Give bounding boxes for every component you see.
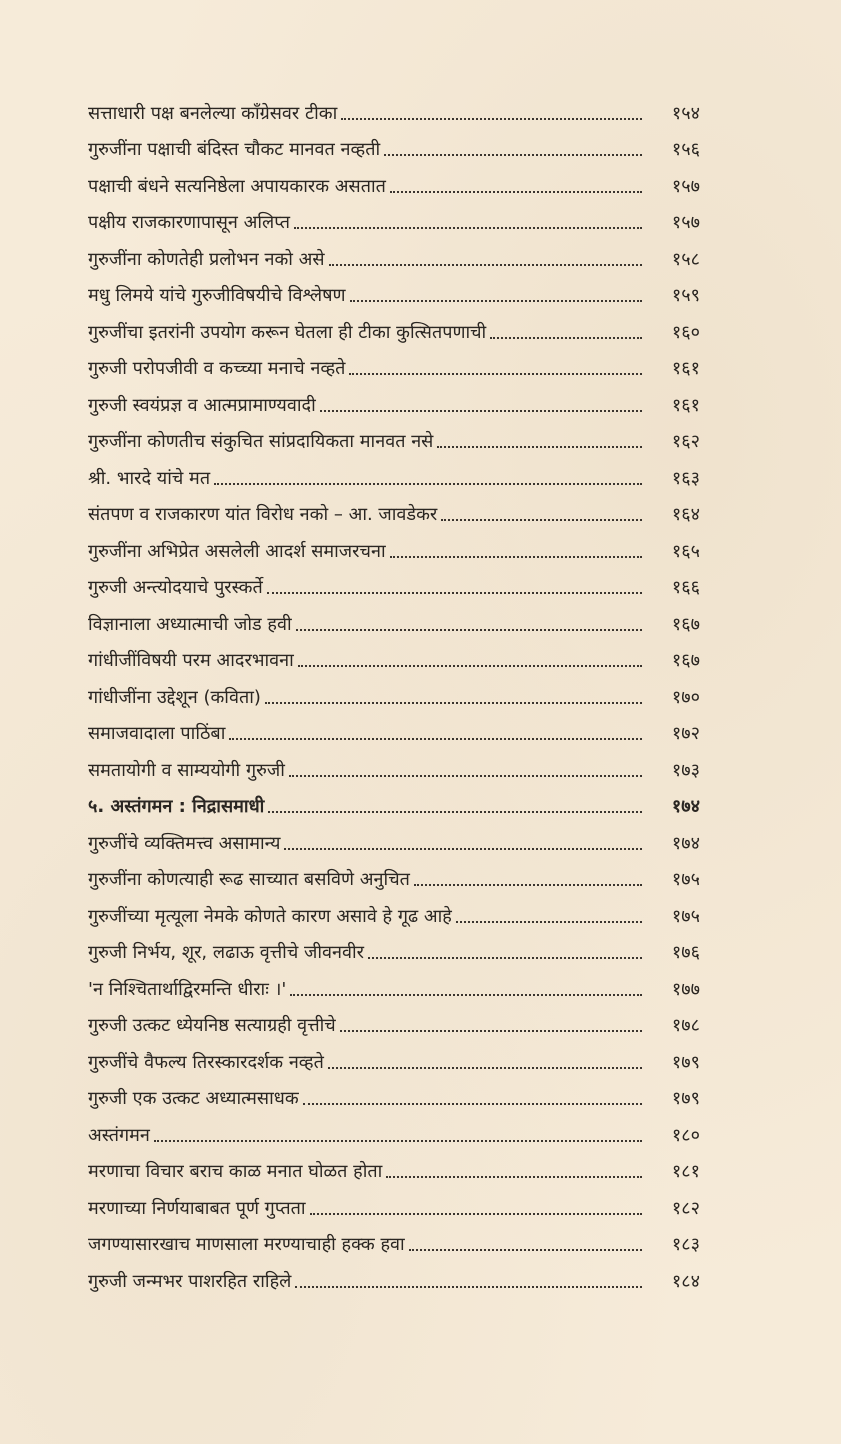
toc-entry-title: श्री. भारदे यांचे मत xyxy=(88,467,211,489)
toc-entry xyxy=(88,964,700,1001)
toc-entry xyxy=(88,745,700,782)
dot-leader xyxy=(310,1213,642,1215)
toc-entry-page-number: १५९ xyxy=(671,285,700,307)
toc-entry xyxy=(88,1220,700,1257)
toc-entry-page-number: १६४ xyxy=(671,504,700,526)
dot-leader xyxy=(390,556,642,558)
toc-entry-page-number: १६६ xyxy=(671,577,700,599)
toc-entry-page-number: १७७ xyxy=(671,978,700,1000)
toc-entry-page-number: १६७ xyxy=(671,650,700,672)
toc-entry xyxy=(88,672,700,709)
toc-entry-title: गांधीजींना उद्देशून (कविता) xyxy=(88,686,261,708)
toc-entry-page-number: १८१ xyxy=(671,1161,700,1183)
toc-entry xyxy=(88,125,700,162)
toc-entry xyxy=(88,599,700,636)
toc-entry xyxy=(88,380,700,417)
toc-entry-title: मरणाच्या निर्णयाबाबत पूर्ण गुप्तता xyxy=(88,1197,306,1219)
toc-entry-title: गुरुजींचे वैफल्य तिरस्कारदर्शक नव्हते xyxy=(88,1051,324,1073)
toc-entry-page-number: १६१ xyxy=(671,394,700,416)
toc-entry-title: गुरुजींच्या मृत्यूला नेमके कोणते कारण असावे हे गूढ आहे xyxy=(88,905,452,927)
toc-entry-title: गुरुजी निर्भय, शूर, लढाऊ वृत्तीचे जीवनवीर xyxy=(88,942,365,964)
toc-entry-title: गुरुजींना कोणत्याही रूढ साच्यात बसविणे अनुचित xyxy=(88,869,410,891)
toc-entry xyxy=(88,563,700,600)
dot-leader xyxy=(349,373,642,375)
toc-entry-title: अस्तंगमन xyxy=(88,1124,150,1146)
toc-entry-title: पक्षीय राजकारणापासून अलिप्त xyxy=(88,212,291,234)
dot-leader xyxy=(320,410,642,412)
toc-entry-page-number: १५८ xyxy=(671,248,700,270)
dot-leader xyxy=(350,300,642,302)
toc-entry xyxy=(88,891,700,928)
dot-leader xyxy=(340,1030,642,1032)
toc-entry-page-number: १६७ xyxy=(671,613,700,635)
dot-leader xyxy=(390,191,642,193)
toc-entry-page-number: १७६ xyxy=(671,942,700,964)
toc-section-heading xyxy=(88,782,700,819)
toc-entry-title: पक्षाची बंधने सत्यनिष्ठेला अपायकारक असतात xyxy=(88,175,386,197)
dot-leader xyxy=(437,446,642,448)
dot-leader xyxy=(295,1286,642,1288)
toc-entry-title: गुरुजी अन्त्योदयाचे पुरस्कर्ते xyxy=(88,577,263,599)
dot-leader xyxy=(267,592,642,594)
dot-leader xyxy=(214,483,642,485)
dot-leader xyxy=(303,1103,642,1105)
toc-entry-title: गुरुजी परोपजीवी व कच्च्या मनाचे नव्हते xyxy=(88,358,346,380)
dot-leader xyxy=(289,775,642,777)
toc-entry-page-number: १७४ xyxy=(671,796,700,818)
dot-leader xyxy=(341,118,642,120)
toc-entry-title: गुरुजींना पक्षाची बंदिस्त चौकट मानवत नव्हती xyxy=(88,139,381,161)
toc-entry xyxy=(88,1256,700,1293)
dot-leader xyxy=(414,884,642,886)
toc-entry-title: मधु लिमये यांचे गुरुजीविषयीचे विश्लेषण xyxy=(88,285,346,307)
toc-entry-page-number: १७५ xyxy=(671,869,700,891)
toc-entry-title: गांधीजींविषयी परम आदरभावना xyxy=(88,650,294,672)
toc-entry-page-number: १७९ xyxy=(671,1051,700,1073)
dot-leader xyxy=(290,994,642,996)
toc-entry-title: समाजवादाला पाठिंबा xyxy=(88,723,226,745)
toc-entry-page-number: १८० xyxy=(671,1124,700,1146)
toc-entry-page-number: १६० xyxy=(671,321,700,343)
toc-entry xyxy=(88,709,700,746)
toc-entry-page-number: १८३ xyxy=(671,1234,700,1256)
toc-entry-page-number: १६२ xyxy=(671,431,700,453)
toc-entry-title: 'न निश्चितार्थाद्विरमन्ति धीराः ।' xyxy=(88,978,287,1000)
toc-entry-page-number: १७२ xyxy=(671,723,700,745)
toc-entry xyxy=(88,1110,700,1147)
toc-entry xyxy=(88,344,700,381)
toc-entry xyxy=(88,417,700,454)
toc-entry-page-number: १८४ xyxy=(671,1270,700,1292)
toc-entry xyxy=(88,1147,700,1184)
toc-entry-page-number: १६५ xyxy=(671,540,700,562)
toc-entry-page-number: १६३ xyxy=(671,467,700,489)
toc-entry xyxy=(88,855,700,892)
toc-entry-title: ५. अस्तंगमन : निद्रासमाधी xyxy=(88,796,265,818)
toc-entry-page-number: १५७ xyxy=(671,212,700,234)
toc-entry xyxy=(88,1183,700,1220)
toc-entry-page-number: १७० xyxy=(671,686,700,708)
dot-leader xyxy=(268,811,642,813)
toc-entry-page-number: १८२ xyxy=(671,1197,700,1219)
toc-entry-page-number: १७५ xyxy=(671,905,700,927)
toc-entry-title: संतपण व राजकारण यांत विरोध नको – आ. जावडेकर xyxy=(88,504,438,526)
toc-entry xyxy=(88,1037,700,1074)
toc-entry xyxy=(88,88,700,125)
toc-entry-title: गुरुजींचे व्यक्तिमत्त्व असामान्य xyxy=(88,832,281,854)
dot-leader xyxy=(298,665,642,667)
toc-entry xyxy=(88,928,700,965)
toc-entry-page-number: १५६ xyxy=(671,139,700,161)
dot-leader xyxy=(456,921,642,923)
toc-entry-title: गुरुजी जन्मभर पाशरहित राहिले xyxy=(88,1270,292,1292)
toc-entry xyxy=(88,271,700,308)
toc-entry xyxy=(88,307,700,344)
toc-entry xyxy=(88,1074,700,1111)
dot-leader xyxy=(368,957,642,959)
toc-entry xyxy=(88,234,700,271)
toc-entry-title: गुरुजींना अभिप्रेत असलेली आदर्श समाजरचना xyxy=(88,540,386,562)
toc-entry-page-number: १७९ xyxy=(671,1088,700,1110)
toc-entry xyxy=(88,818,700,855)
toc-entry-title: गुरुजींचा इतरांनी उपयोग करून घेतला ही टीका कुत्सितपणाची xyxy=(88,321,487,343)
dot-leader xyxy=(229,738,642,740)
toc-entry xyxy=(88,161,700,198)
dot-leader xyxy=(386,1176,642,1178)
dot-leader xyxy=(441,519,642,521)
toc-entry-page-number: १७३ xyxy=(671,759,700,781)
toc-entry-title: समतायोगी व साम्ययोगी गुरुजी xyxy=(88,759,285,781)
dot-leader xyxy=(490,337,642,339)
toc-entry-page-number: १५७ xyxy=(671,175,700,197)
toc-entry-title: मरणाचा विचार बराच काळ मनात घोळत होता xyxy=(88,1161,383,1183)
dot-leader xyxy=(154,1140,642,1142)
dot-leader xyxy=(265,702,642,704)
toc-entry xyxy=(88,490,700,527)
toc-entry-title: विज्ञानाला अध्यात्माची जोड हवी xyxy=(88,613,292,635)
toc-entry-page-number: १७८ xyxy=(671,1015,700,1037)
dot-leader xyxy=(329,264,642,266)
dot-leader xyxy=(328,1067,642,1069)
toc-entry-page-number: १५४ xyxy=(671,102,700,124)
toc-entry-title: गुरुजी एक उत्कट अध्यात्मसाधक xyxy=(88,1088,299,1110)
toc-entry-title: सत्ताधारी पक्ष बनलेल्या काँग्रेसवर टीका xyxy=(88,102,338,124)
dot-leader xyxy=(296,629,642,631)
dot-leader xyxy=(409,1249,642,1251)
dot-leader xyxy=(384,154,642,156)
dot-leader xyxy=(294,227,642,229)
toc-entry xyxy=(88,198,700,235)
table-of-contents xyxy=(88,88,700,1293)
toc-entry-title: गुरुजींना कोणतीच संकुचित सांप्रदायिकता मानवत नसे xyxy=(88,431,434,453)
toc-entry-title: गुरुजी स्वयंप्रज्ञ व आत्मप्रामाण्यवादी xyxy=(88,394,316,416)
toc-entry xyxy=(88,526,700,563)
toc-entry-title: जगण्यासारखाच माणसाला मरण्याचाही हक्क हवा xyxy=(88,1234,405,1256)
toc-entry xyxy=(88,1001,700,1038)
toc-entry-page-number: १७४ xyxy=(671,832,700,854)
toc-entry xyxy=(88,453,700,490)
toc-entry-title: गुरुजी उत्कट ध्येयनिष्ठ सत्याग्रही वृत्तीचे xyxy=(88,1015,336,1037)
toc-entry xyxy=(88,636,700,673)
dot-leader xyxy=(284,848,642,850)
toc-entry-page-number: १६१ xyxy=(671,358,700,380)
toc-entry-title: गुरुजींना कोणतेही प्रलोभन नको असे xyxy=(88,248,325,270)
